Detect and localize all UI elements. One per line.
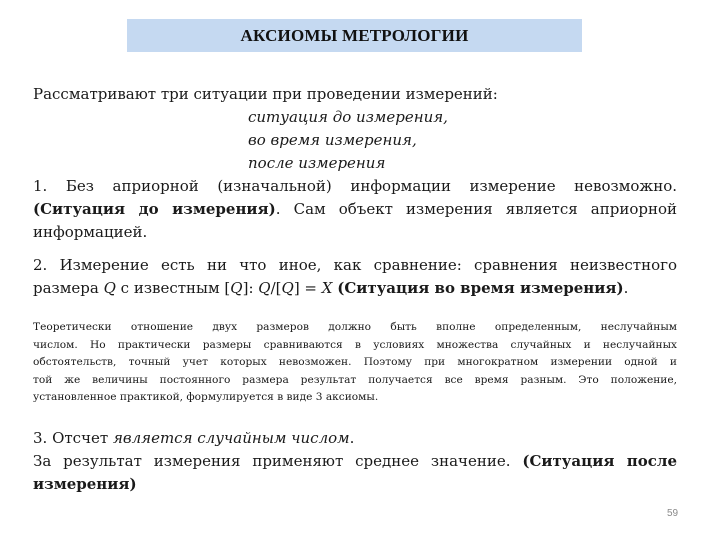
axiom3-statement: является случайным числом <box>112 429 350 447</box>
axiom3-line2 <box>33 450 677 473</box>
axiom3-situation: (Ситуация после <box>522 452 677 470</box>
theory-line: обстоятельств, точный учет которых невозможен. Поэтому при многократном измерении одной и <box>33 356 677 368</box>
intro-lead: Рассматривают три ситуации при проведении измерений: <box>33 85 498 103</box>
theory-block <box>33 319 677 407</box>
x-symbol: X <box>321 279 333 297</box>
axiom3-block <box>33 427 677 496</box>
theory-line: той же величины постоянного размера результат получается все время разным. Это положение, <box>33 373 677 386</box>
slide-title: АКСИОМЫ МЕТРОЛОГИИ <box>127 19 582 52</box>
theory-line: установленное практикой, формулируется в виде 3 аксиомы. <box>33 391 379 403</box>
q-symbol-4: Q <box>281 279 294 297</box>
axiom3-line3 <box>33 473 677 496</box>
axiom1-line1: 1. Без априорной (изначальной) информации измерение невозможно. <box>33 177 677 195</box>
axiom2-line1: 2. Измерение есть ни что иное, как сравнение: сравнения неизвестного <box>33 256 677 274</box>
axiom1-situation: (Ситуация до измерения) <box>33 200 276 218</box>
axiom2-situation: (Ситуация во время измерения) <box>337 279 624 297</box>
situation-after: после измерения <box>248 154 386 172</box>
q-symbol: Q <box>103 279 116 297</box>
axiom3-line1 <box>33 427 677 450</box>
axiom1-line2 <box>33 198 677 221</box>
situation-during: во время измерения, <box>248 131 417 149</box>
q-symbol-2: Q <box>230 279 243 297</box>
axiom3-situation-end: измерения) <box>33 475 137 493</box>
axiom2-block <box>33 254 677 300</box>
axiom2-line2 <box>33 277 677 300</box>
situation-before: ситуация до измерения, <box>248 108 448 126</box>
theory-line: Теоретически отношение двух размеров должно быть вполне определенным, неслучайным <box>33 321 677 333</box>
page-number: 59 <box>667 508 679 519</box>
axiom1-rest: . Сам объект измерения является априорной <box>275 200 677 218</box>
theory-line: числом. Но практически размеры сравниваются в условиях множества случайных и неслучайных <box>33 338 677 351</box>
axiom2-size-text: размера <box>33 279 104 297</box>
axiom2-equals: ] = <box>293 279 322 297</box>
axiom2-slash: /[ <box>270 279 282 297</box>
intro-block <box>33 83 677 244</box>
axiom2-known-text: с известным [ <box>115 279 231 297</box>
axiom2-colon: ]: <box>242 279 259 297</box>
axiom3-number: 3. Отсчет <box>33 429 113 447</box>
axiom3-period: . <box>349 429 355 447</box>
q-symbol-3: Q <box>258 279 271 297</box>
axiom2-period: . <box>623 279 629 297</box>
axiom3-text: За результат измерения применяют среднее значение. <box>33 452 523 470</box>
axiom1-line3: информацией. <box>33 223 148 241</box>
